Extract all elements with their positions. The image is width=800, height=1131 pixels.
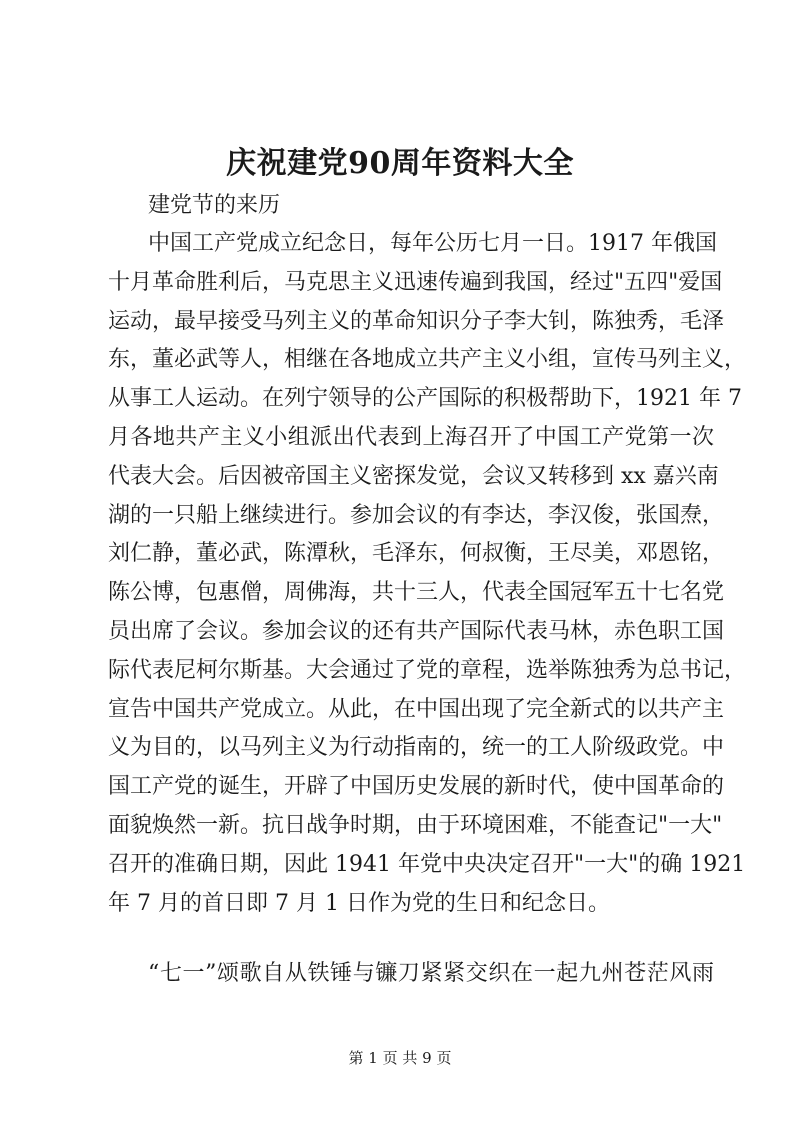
paragraph-line: 员出席了会议。参加会议的还有共产国际代表马林，赤色职工国 [108, 618, 725, 644]
paragraph-line: 年 7 月的首日即 7 月 1 日作为党的生日和纪念日。 [108, 890, 610, 916]
paragraph-line: 月各地共产主义小组派出代表到上海召开了中国工产党第一次 [108, 424, 714, 450]
paragraph-line: 陈公博，包惠僧，周佛海，共十三人，代表全国冠军五十七名党 [108, 580, 725, 606]
paragraph-line: 宣告中国共产党成立。从此，在中国出现了完全新式的以共产主 [108, 696, 725, 722]
paragraph-line: 义为目的，以马列主义为行动指南的，统一的工人阶级政党。中 [108, 735, 725, 761]
paragraph-line: 从事工人运动。在列宁领导的公产国际的积极帮助下，1921 年 7 [108, 386, 742, 412]
paragraph-line: “七一”颂歌自从铁锤与镰刀紧紧交织在一起九州苍茫风雨 [148, 961, 714, 986]
paragraph-line: 运动，最早接受马列主义的革命知识分子李大钊，陈独秀，毛泽 [108, 308, 725, 334]
paragraph-line: 际代表尼柯尔斯基。大会通过了党的章程，选举陈独秀为总书记， [108, 657, 747, 683]
paragraph-line: 刘仁静，董必武，陈潭秋，毛泽东，何叔衡，王尽美，邓恩铭， [108, 541, 725, 567]
document-title: 庆祝建党90周年资料大全 [226, 146, 574, 181]
paragraph-line: 东，董必武等人，相继在各地成立共产主义小组，宣传马列主义， [108, 347, 747, 373]
paragraph-line: 十月革命胜利后，马克思主义迅速传遍到我国，经过"五四"爱国 [108, 269, 723, 295]
section-subheading: 建党节的来历 [148, 193, 281, 218]
paragraph-ode [108, 955, 714, 994]
paragraph-line: 召开的准确日期，因此 1941 年党中央决定召开"一大"的确 1921 [108, 851, 746, 877]
paragraph-line: 中国工产党成立纪念日，每年公历七月一日。1917 年俄国 [148, 231, 717, 256]
paragraph-line: 面貌焕然一新。抗日战争时期，由于环境困难，不能查记"一大" [108, 812, 723, 838]
paragraph-line: 湖的一只船上继续进行。参加会议的有李达，李汉俊，张国焘， [108, 502, 725, 528]
paragraph-history [108, 225, 747, 923]
paragraph-line: 国工产党的诞生，开辟了中国历史发展的新时代，使中国革命的 [108, 774, 725, 800]
page-footer: 第 1 页 共 9 页 [348, 1049, 452, 1067]
paragraph-line: 代表大会。后因被帝国主义密探发觉，会议又转移到 xx 嘉兴南 [108, 463, 719, 489]
